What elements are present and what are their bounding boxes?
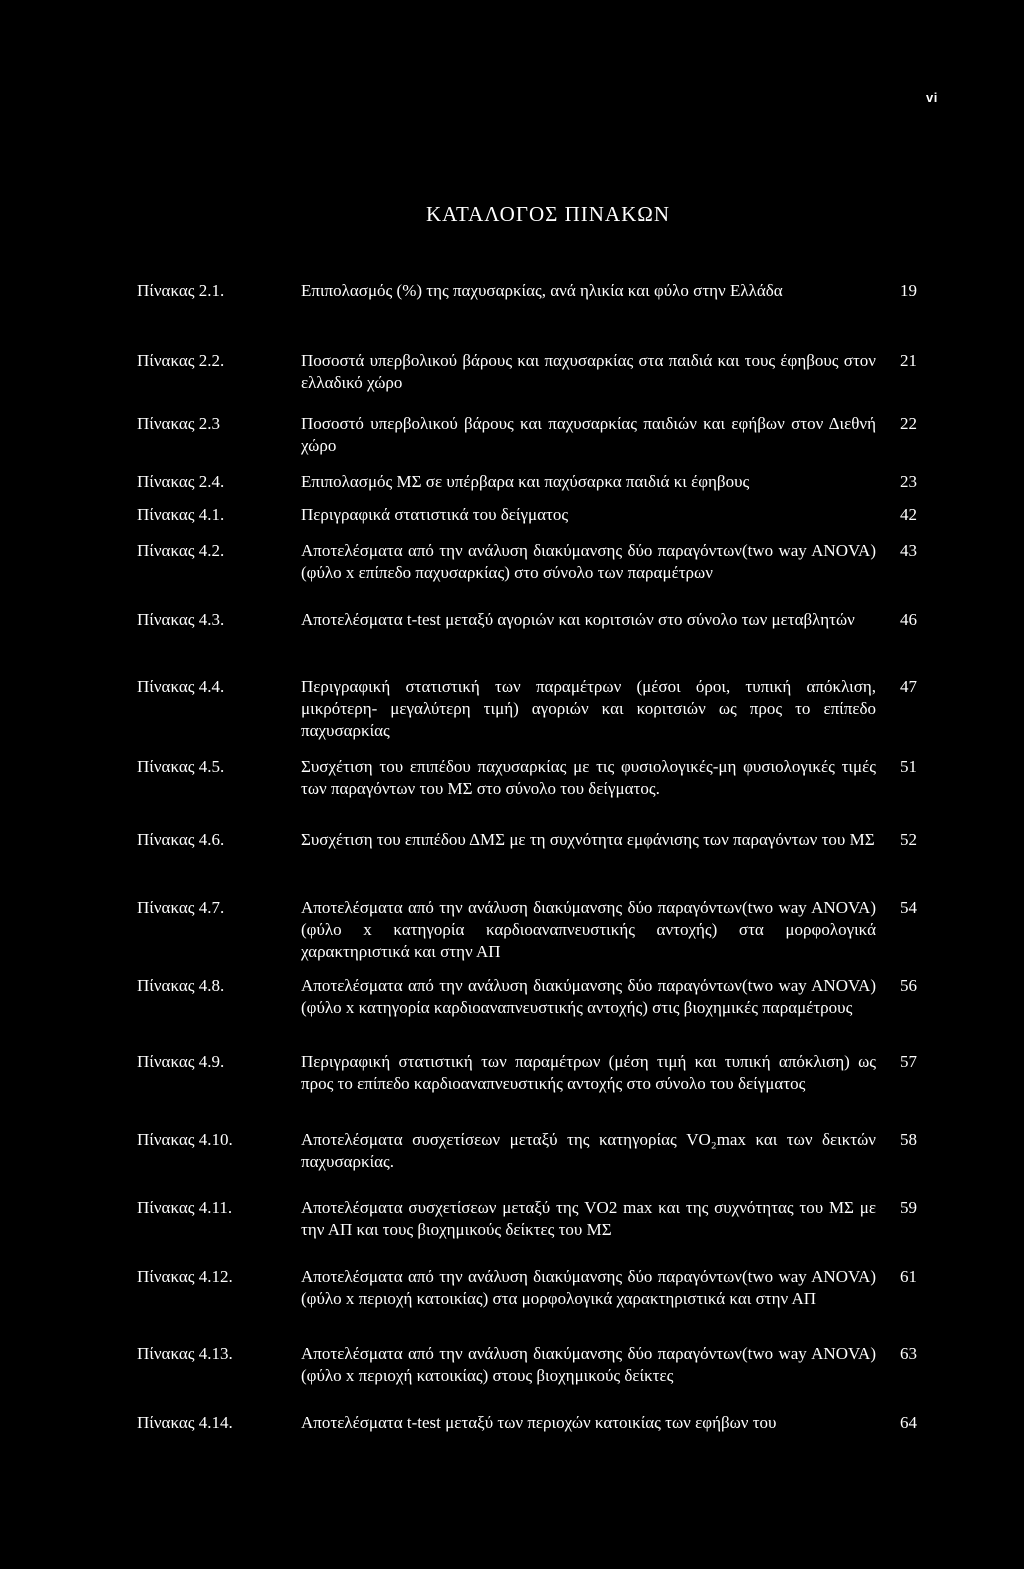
entry-page: 46	[900, 610, 917, 629]
entry-title: Επιπολασμός (%) της παχυσαρκίας, ανά ηλικία και φύλο στην Ελλάδα	[301, 281, 783, 300]
toc-entry	[0, 1129, 1024, 1171]
entry-page: 43	[900, 541, 917, 560]
entry-title: Ποσοστό υπερβολικού βάρους και παχυσαρκίας παιδιών και εφήβων στον Διεθνή χώρο	[301, 414, 876, 455]
entry-page: 47	[900, 677, 917, 696]
toc-entry	[0, 897, 1024, 961]
entry-label: Πίνακας 4.8.	[137, 976, 225, 995]
entry-label: Πίνακας 2.1.	[137, 281, 225, 300]
entry-page: 54	[900, 898, 917, 917]
entry-label: Πίνακας 4.13.	[137, 1344, 233, 1363]
entry-title: Αποτελέσματα από την ανάλυση διακύμανσης δύο παραγόντων(two way ANOVA) (φύλο x επίπεδο παχυσαρκίας) στο σύνολο των παραμέτρων	[301, 541, 876, 582]
entry-page: 59	[900, 1198, 917, 1217]
entry-title: Αποτελέσματα από την ανάλυση διακύμανσης δύο παραγόντων(two way ANOVA) (φύλο x κατηγορία καρδιοαναπνευστικής αντοχής) στα μορφολογικά χαρακτηριστικά και στην ΑΠ	[301, 898, 876, 961]
toc-entry	[0, 504, 1024, 524]
entry-title: Συσχέτιση του επιπέδου παχυσαρκίας με τις φυσιολογικές-μη φυσιολογικές τιμές των παραγόντων του ΜΣ στο σύνολο του δείγματος.	[301, 757, 876, 798]
entry-title: Αποτελέσματα από την ανάλυση διακύμανσης δύο παραγόντων(two way ANOVA) (φύλο x κατηγορία καρδιοαναπνευστικής αντοχής) στις βιοχημικές παραμέτρους	[301, 976, 876, 1017]
entry-title: Περιγραφική στατιστική των παραμέτρων (μέση τιμή και τυπική απόκλιση) ως προς το επίπεδο καρδιοαναπνευστικής αντοχής στο σύνολο του δείγματος	[301, 1052, 876, 1093]
entry-label: Πίνακας 4.2.	[137, 541, 225, 560]
entry-page: 63	[900, 1344, 917, 1363]
toc-entry	[0, 1051, 1024, 1093]
toc-entry	[0, 471, 1024, 491]
entry-title: Συσχέτιση του επιπέδου ΔΜΣ με τη συχνότητα εμφάνισης των παραγόντων του ΜΣ	[301, 830, 875, 849]
entry-label: Πίνακας 4.10.	[137, 1130, 233, 1149]
entry-page: 21	[900, 351, 917, 370]
entry-label: Πίνακας 4.11.	[137, 1198, 233, 1217]
entry-title: Αποτελέσματα συσχετίσεων μεταξύ της VO2 max και της συχνότητας του ΜΣ με την ΑΠ και τους βιοχημικούς δείκτες του ΜΣ	[301, 1198, 876, 1239]
entry-label: Πίνακας 4.12.	[137, 1267, 233, 1286]
entry-page: 22	[900, 414, 917, 433]
entry-label: Πίνακας 2.3	[137, 414, 220, 433]
toc-entry	[0, 756, 1024, 798]
entry-title: Περιγραφική στατιστική των παραμέτρων (μέσοι όροι, τυπική απόκλιση, μικρότερη- μεγαλύτερη τιμή) αγοριών και κοριτσιών ως προς το επίπεδο παχυσαρκίας	[301, 677, 876, 740]
entry-page: 23	[900, 472, 917, 491]
entry-page: 51	[900, 757, 917, 776]
entry-title: Επιπολασμός ΜΣ σε υπέρβαρα και παχύσαρκα παιδιά κι έφηβους	[301, 472, 750, 491]
entry-title: Ποσοστά υπερβολικού βάρους και παχυσαρκίας στα παιδιά και τους έφηβους στον ελλαδικό χώρο	[301, 351, 876, 392]
entry-label: Πίνακας 4.6.	[137, 830, 225, 849]
toc-entry	[0, 975, 1024, 1017]
entry-label: Πίνακας 4.5.	[137, 757, 225, 776]
entry-title: Αποτελέσματα t-test μεταξύ αγοριών και κοριτσιών στο σύνολο των μεταβλητών	[301, 610, 855, 629]
toc-entry	[0, 350, 1024, 392]
toc-entry	[0, 829, 1024, 849]
entry-label: Πίνακας 4.9.	[137, 1052, 225, 1071]
entry-label: Πίνακας 4.1.	[137, 505, 225, 524]
entry-label: Πίνακας 2.4.	[137, 472, 225, 491]
entry-page: 19	[900, 281, 917, 300]
entry-label: Πίνακας 4.3.	[137, 610, 225, 629]
entry-label: Πίνακας 4.4.	[137, 677, 225, 696]
toc-entry	[0, 1266, 1024, 1308]
entry-title: Αποτελέσματα t-test μεταξύ των περιοχών κατοικίας των εφήβων του	[301, 1413, 777, 1432]
entry-page: 64	[900, 1413, 917, 1432]
entry-title: Αποτελέσματα από την ανάλυση διακύμανσης δύο παραγόντων(two way ANOVA) (φύλο x περιοχή κατοικίας) στα μορφολογικά χαρακτηριστικά και στην ΑΠ	[301, 1267, 876, 1308]
toc-entry	[0, 540, 1024, 582]
entry-title: Αποτελέσματα από την ανάλυση διακύμανσης δύο παραγόντων(two way ANOVA) (φύλο x περιοχή κατοικίας) στους βιοχημικούς δείκτες	[301, 1344, 876, 1385]
entry-label: Πίνακας 4.7.	[137, 898, 225, 917]
toc-entry	[0, 413, 1024, 455]
toc-entry	[0, 676, 1024, 740]
entry-label: Πίνακας 4.14.	[137, 1413, 233, 1432]
entry-label: Πίνακας 2.2.	[137, 351, 225, 370]
toc-entry	[0, 609, 1024, 629]
toc-entry	[0, 1412, 1024, 1432]
entry-page: 61	[900, 1267, 917, 1286]
entry-title: Περιγραφικά στατιστικά του δείγματος	[301, 505, 569, 524]
toc-entry	[0, 1197, 1024, 1239]
page-title: ΚΑΤΑΛΟΓΟΣ ΠΙΝΑΚΩΝ	[425, 202, 671, 226]
page-number: vi	[926, 90, 938, 105]
entry-page: 52	[900, 830, 917, 849]
toc-entry	[0, 280, 1024, 300]
entry-title: Αποτελέσματα συσχετίσεων μεταξύ της κατηγορίας VO₂max και των δεικτών παχυσαρκίας.	[301, 1130, 876, 1171]
entry-page: 56	[900, 976, 917, 995]
toc-entry	[0, 1343, 1024, 1385]
entry-page: 57	[900, 1052, 917, 1071]
entry-page: 58	[900, 1130, 917, 1149]
entry-page: 42	[900, 505, 917, 524]
